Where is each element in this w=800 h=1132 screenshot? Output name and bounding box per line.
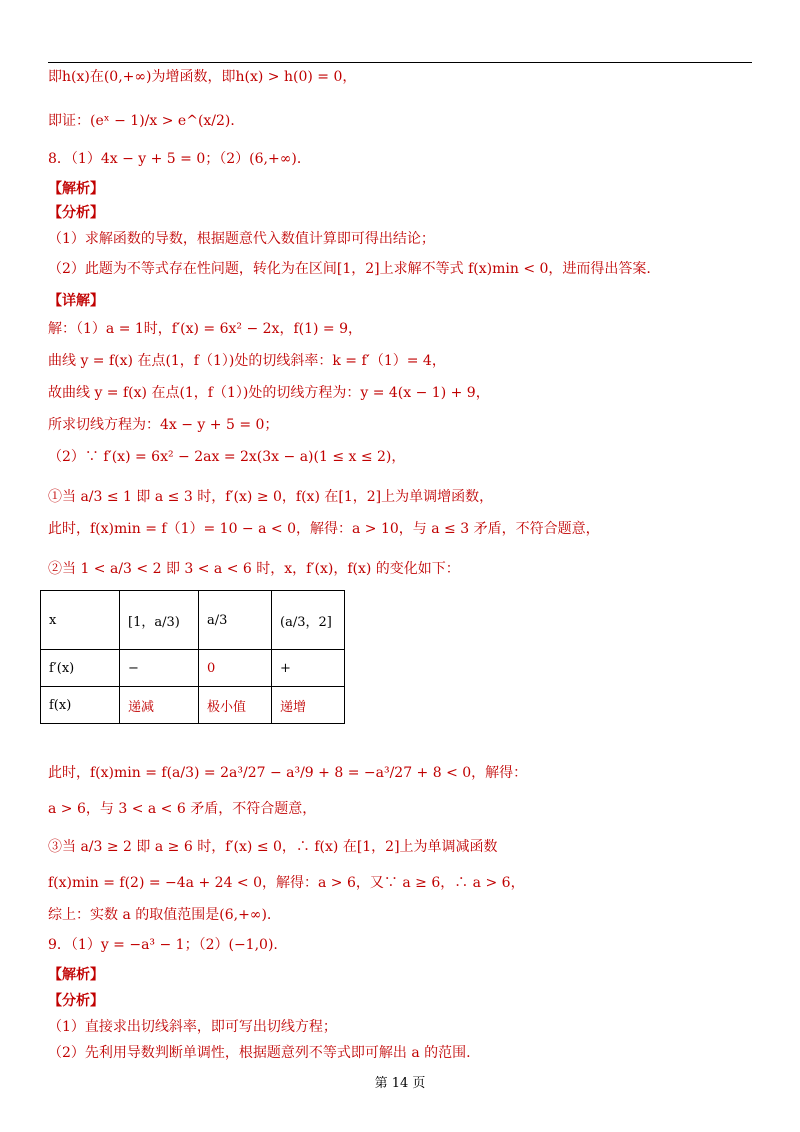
text-line: 此时，f(x)min = f（1）= 10 − a < 0，解得：a > 10，与 a ≤ 3 矛盾，不符合题意， bbox=[48, 521, 600, 537]
text-line: ①当 a/3 ≤ 1 即 a ≤ 3 时，f′(x) ≥ 0，f(x) 在[1，2]上为单调增函数， bbox=[48, 489, 494, 505]
text-line: （2）先利用导数判断单调性，根据题意列不等式即可解出 a 的范围. bbox=[48, 1045, 471, 1061]
text-line: （2）此题为不等式存在性问题，转化为在区间[1，2]上求解不等式 f(x)min < 0，进而得出答案. bbox=[48, 261, 651, 277]
text-line: f(x)min = f(2) = −4a + 24 < 0，解得：a > 6，又∵ a ≥ 6，∴ a > 6， bbox=[48, 875, 525, 891]
text-line: 即证：(eˣ − 1)/x > e^(x/2)． bbox=[48, 113, 245, 129]
text-line: （2）∵ f′(x) = 6x² − 2ax = 2x(3x − a)(1 ≤ x ≤ 2)， bbox=[48, 449, 406, 465]
text-line: ③当 a/3 ≥ 2 即 a ≥ 6 时，f′(x) ≤ 0，∴ f(x) 在[1，2]上为单调减函数 bbox=[48, 839, 498, 855]
text-line: 即h(x)在(0,+∞)为增函数，即h(x) > h(0) = 0， bbox=[48, 69, 357, 85]
text-line: 【解析】 bbox=[48, 967, 104, 983]
table-cell: 递增 bbox=[272, 687, 345, 724]
top-rule bbox=[48, 62, 752, 63]
table-head-cell: f(x) bbox=[41, 687, 120, 724]
table-cell: [1，a/3) bbox=[120, 591, 199, 650]
text-line: 曲线 y = f(x) 在点(1，f（1）)处的切线斜率：k = f′（1）= 4， bbox=[48, 353, 446, 369]
text-line: a > 6，与 3 < a < 6 矛盾，不符合题意， bbox=[48, 801, 317, 817]
table-cell: 极小值 bbox=[199, 687, 272, 724]
table-head-cell: f′(x) bbox=[41, 650, 120, 687]
page-footer: 第 14 页 bbox=[374, 1076, 426, 1091]
table-row bbox=[41, 650, 345, 687]
text-line: 【解析】 bbox=[48, 181, 104, 197]
text-line: 【详解】 bbox=[48, 293, 104, 309]
table-cell: (a/3，2] bbox=[272, 591, 345, 650]
text-line: 【分析】 bbox=[48, 205, 104, 221]
table-row bbox=[41, 591, 345, 650]
table-cell: − bbox=[120, 650, 199, 687]
variation-table bbox=[40, 590, 345, 724]
text-line: 8．（1）4x − y + 5 = 0；（2）(6,+∞)． bbox=[48, 151, 311, 167]
table-row bbox=[41, 687, 345, 724]
text-line: （1）求解函数的导数，根据题意代入数值计算即可得出结论； bbox=[48, 231, 435, 247]
table-cell: a/3 bbox=[199, 591, 272, 650]
table-cell: 0 bbox=[199, 650, 272, 687]
text-line: 9．（1）y = −a³ − 1；（2）(−1,0). bbox=[48, 937, 278, 953]
table-cell: 递减 bbox=[120, 687, 199, 724]
text-line: 【分析】 bbox=[48, 993, 104, 1009]
table-head-cell: x bbox=[41, 591, 120, 650]
text-line: 故曲线 y = f(x) 在点(1，f（1）)处的切线方程为：y = 4(x − 1) + 9， bbox=[48, 385, 490, 401]
text-line: 所求切线方程为：4x − y + 5 = 0； bbox=[48, 417, 279, 433]
text-line: 此时，f(x)min = f(a/3) = 2a³/27 − a³/9 + 8 = −a³/27 + 8 < 0，解得： bbox=[48, 765, 528, 781]
table-cell: + bbox=[272, 650, 345, 687]
text-line: （1）直接求出切线斜率，即可写出切线方程； bbox=[48, 1019, 337, 1035]
text-line: 综上：实数 a 的取值范围是(6,+∞). bbox=[48, 907, 272, 923]
text-line: 解：（1）a = 1时，f′(x) = 6x² − 2x，f(1) = 9， bbox=[48, 321, 363, 337]
text-line: ②当 1 < a/3 < 2 即 3 < a < 6 时，x，f′(x)，f(x) 的变化如下： bbox=[48, 561, 460, 577]
